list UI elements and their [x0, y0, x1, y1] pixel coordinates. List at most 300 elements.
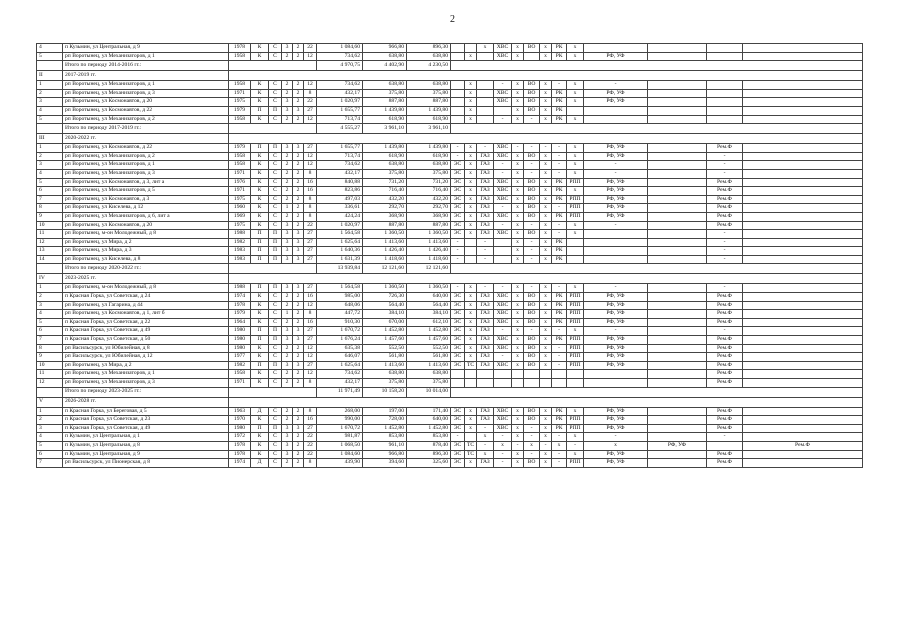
- cell-living-area: 966,80: [363, 44, 407, 53]
- cell-roof-repair: [552, 370, 567, 379]
- cell-drainage: ВО: [524, 459, 540, 468]
- cell-facade: РПП: [567, 204, 584, 213]
- cell-drainage: ВО: [524, 344, 540, 353]
- cell-spacer: [743, 195, 863, 204]
- cell-spacer: [743, 169, 863, 178]
- cell-facade: [567, 238, 584, 247]
- cell-hot-water: х: [512, 293, 524, 302]
- cell-cold-water: ХВС: [494, 89, 512, 98]
- cell-power: ЭС: [451, 230, 465, 239]
- cell-gas: [477, 370, 494, 379]
- cell-spacer: [743, 450, 863, 459]
- total-gap: [229, 264, 317, 274]
- cell-living-area: 375,80: [363, 89, 407, 98]
- cell-heat: [465, 238, 477, 247]
- cell-roof-repair: РК: [552, 115, 567, 124]
- cell-facade: РПП: [567, 293, 584, 302]
- cell-hot-supply: х: [540, 115, 552, 124]
- cell-facade: х: [567, 98, 584, 107]
- cell-hot-supply: [540, 379, 552, 388]
- cell-cold-water: ХВС: [494, 310, 512, 319]
- cell-spacer: [743, 459, 863, 468]
- cell-year-built: 1974: [229, 459, 251, 468]
- cell-gas: ГАЗ: [477, 353, 494, 362]
- cell-row-number: 4: [37, 106, 63, 115]
- cell-facade: РПП: [567, 178, 584, 187]
- cell-cold-water: ХВС: [494, 336, 512, 345]
- cell-row-number: 13: [37, 247, 63, 256]
- cell-cold-water: [494, 247, 512, 256]
- cell-roof-repair: -: [552, 81, 567, 90]
- cell-row-number: 2: [37, 152, 63, 161]
- cell-cold-water: -: [494, 459, 512, 468]
- cell-drainage: х: [524, 441, 540, 450]
- cell-facade: [567, 255, 584, 264]
- cell-gas: ГАЗ: [477, 169, 494, 178]
- period-empty: [229, 397, 863, 407]
- cell-entrances: 3: [293, 238, 304, 247]
- table-row: [37, 161, 863, 170]
- cell-floors: 2: [282, 370, 293, 379]
- total-tail: [451, 387, 863, 397]
- cell-material: П: [269, 144, 282, 153]
- cell-living-area: 552,50: [363, 344, 407, 353]
- cell-residential-area: 1 452,80: [407, 327, 451, 336]
- cell-hot-water: х: [512, 301, 524, 310]
- cell-spacer: [743, 310, 863, 319]
- total-label: Итого по периоду 2014-2016 гг.:: [63, 61, 229, 71]
- cell-residential-area: 612,10: [407, 318, 451, 327]
- cell-total-area: 439,90: [317, 459, 363, 468]
- cell-address: рп Воротынец, ул Космонавтов, д 22: [63, 144, 229, 153]
- cell-entrances: 2: [293, 212, 304, 221]
- cell-facade-works: [584, 370, 648, 379]
- cell-power: [451, 98, 465, 107]
- cell-gas: ГАЗ: [477, 327, 494, 336]
- cell-row-number: 7: [37, 459, 63, 468]
- cell-hot-water: х: [512, 230, 524, 239]
- cell-address: п Красная Горка, ул Советская, д 49: [63, 424, 229, 433]
- cell-blank: [648, 370, 707, 379]
- cell-row-number: 1: [37, 81, 63, 90]
- cell-year-built: 1976: [229, 178, 251, 187]
- cell-repair-fund: Рем.Ф: [707, 424, 743, 433]
- cell-facade-works: [584, 106, 648, 115]
- cell-entrances: 2: [293, 318, 304, 327]
- cell-power: [451, 370, 465, 379]
- cell-power: -: [451, 433, 465, 442]
- cell-drainage: ВО: [524, 212, 540, 221]
- cell-heat: х: [465, 301, 477, 310]
- cell-total-area: 1 676,24: [317, 336, 363, 345]
- cell-facade: х: [567, 327, 584, 336]
- cell-hot-water: х: [512, 407, 524, 416]
- cell-power: ЭС: [451, 344, 465, 353]
- cell-address: рп Воротынец, ул Киселева, д 8: [63, 255, 229, 264]
- cell-living-area: 1 439,80: [363, 144, 407, 153]
- cell-address: рп Воротынец, ул Космонавтов, д 3, лит а: [63, 178, 229, 187]
- period-number: V: [37, 397, 63, 407]
- cell-power: ЭС: [451, 169, 465, 178]
- cell-floors: 2: [282, 52, 293, 61]
- cell-residential-area: 896,30: [407, 44, 451, 53]
- cell-apartments: 27: [304, 361, 317, 370]
- cell-blank: [648, 293, 707, 302]
- cell-facade: РПП: [567, 459, 584, 468]
- period-header-row: [37, 71, 863, 81]
- cell-year-built: 1979: [229, 144, 251, 153]
- cell-drainage: ВО: [524, 407, 540, 416]
- cell-facade: [567, 106, 584, 115]
- cell-apartments: 27: [304, 336, 317, 345]
- cell-total-area: 424,24: [317, 212, 363, 221]
- cell-row-number: 4: [37, 44, 63, 53]
- cell-drainage: -: [524, 221, 540, 230]
- cell-roof-repair: -: [552, 450, 567, 459]
- cell-residential-area: 887,80: [407, 98, 451, 107]
- cell-row-number: 1: [37, 407, 63, 416]
- cell-entrances: 2: [293, 98, 304, 107]
- cell-spacer: [743, 255, 863, 264]
- cell-hot-supply: х: [540, 459, 552, 468]
- cell-gas: ГАЗ: [477, 301, 494, 310]
- cell-hot-supply: х: [540, 44, 552, 53]
- cell-gas: [477, 115, 494, 124]
- cell-wall-type: К: [251, 44, 269, 53]
- cell-material: С: [269, 318, 282, 327]
- cell-power: ЭС: [451, 204, 465, 213]
- cell-power: ЭС: [451, 293, 465, 302]
- total-area-sum: 13 939,84: [317, 264, 363, 274]
- cell-facade: РПП: [567, 361, 584, 370]
- cell-year-built: 1983: [229, 247, 251, 256]
- cell-heat: х: [465, 284, 477, 293]
- cell-power: ЭС: [451, 441, 465, 450]
- cell-repair-fund: Рем.Ф: [707, 293, 743, 302]
- cell-facade: РПП: [567, 336, 584, 345]
- cell-row-number: 11: [37, 370, 63, 379]
- cell-hot-supply: х: [540, 327, 552, 336]
- cell-hot-water: х: [512, 195, 524, 204]
- cell-apartments: 22: [304, 433, 317, 442]
- total-residential-sum: 10 014,00: [407, 387, 451, 397]
- cell-floors: 2: [282, 301, 293, 310]
- cell-living-area: 638,80: [363, 52, 407, 61]
- table-row: [37, 152, 863, 161]
- cell-facade-works: -: [584, 161, 648, 170]
- cell-year-built: 1958: [229, 161, 251, 170]
- cell-living-area: 1 426,40: [363, 247, 407, 256]
- table-row: [37, 450, 863, 459]
- cell-facade-works: РФ, УФ: [584, 301, 648, 310]
- cell-living-area: 1 457,60: [363, 336, 407, 345]
- cell-cold-water: ХВС: [494, 416, 512, 425]
- cell-year-built: 1978: [229, 44, 251, 53]
- table-row: [37, 459, 863, 468]
- cell-apartments: 12: [304, 370, 317, 379]
- cell-total-area: 1 084,60: [317, 450, 363, 459]
- cell-facade-works: [584, 379, 648, 388]
- cell-heat: х: [465, 144, 477, 153]
- cell-year-built: 1988: [229, 284, 251, 293]
- cell-living-area: 1 413,60: [363, 238, 407, 247]
- cell-spacer: [743, 238, 863, 247]
- cell-wall-type: Д: [251, 459, 269, 468]
- cell-facade-works: -: [584, 81, 648, 90]
- cell-floors: 2: [282, 81, 293, 90]
- cell-floors: 1: [282, 310, 293, 319]
- cell-address: п Красная Горка, ул Советская, д 50: [63, 336, 229, 345]
- cell-heat: х: [465, 106, 477, 115]
- cell-facade: РПП: [567, 424, 584, 433]
- period-total-row: [37, 264, 863, 274]
- cell-wall-type: К: [251, 318, 269, 327]
- cell-hot-supply: х: [540, 361, 552, 370]
- cell-cold-water: ХВС: [494, 301, 512, 310]
- cell-power: ЭС: [451, 212, 465, 221]
- cell-apartments: 27: [304, 106, 317, 115]
- cell-hot-supply: х: [540, 212, 552, 221]
- cell-spacer: [743, 433, 863, 442]
- cell-wall-type: К: [251, 221, 269, 230]
- cell-blank: [648, 247, 707, 256]
- cell-residential-area: 368,90: [407, 212, 451, 221]
- cell-year-built: 1977: [229, 353, 251, 362]
- cell-spacer: [743, 178, 863, 187]
- cell-drainage: ВО: [524, 204, 540, 213]
- cell-row-number: 3: [37, 301, 63, 310]
- cell-total-area: 1 625,64: [317, 361, 363, 370]
- cell-entrances: 3: [293, 284, 304, 293]
- cell-spacer: [743, 344, 863, 353]
- cell-row-number: 5: [37, 115, 63, 124]
- cell-living-area: 618,90: [363, 152, 407, 161]
- cell-hot-supply: х: [540, 204, 552, 213]
- cell-year-built: 1980: [229, 344, 251, 353]
- cell-cold-water: ХВС: [494, 212, 512, 221]
- cell-apartments: 27: [304, 424, 317, 433]
- cell-repair-fund: Рем.Ф: [707, 407, 743, 416]
- cell-entrances: 2: [293, 441, 304, 450]
- cell-hot-supply: х: [540, 238, 552, 247]
- cell-residential-area: 716,40: [407, 187, 451, 196]
- cell-facade-works: РФ, УФ: [584, 89, 648, 98]
- cell-material: П: [269, 336, 282, 345]
- cell-power: ЭС: [451, 161, 465, 170]
- cell-entrances: 3: [293, 144, 304, 153]
- cell-spacer: [743, 424, 863, 433]
- cell-power: ЭС: [451, 327, 465, 336]
- cell-floors: 3: [282, 238, 293, 247]
- cell-roof-repair: -: [552, 284, 567, 293]
- cell-blank: [648, 144, 707, 153]
- cell-entrances: 2: [293, 178, 304, 187]
- cell-floors: 2: [282, 195, 293, 204]
- total-tail: [451, 124, 863, 134]
- cell-drainage: ВО: [524, 293, 540, 302]
- cell-year-built: 1958: [229, 152, 251, 161]
- cell-year-built: 1971: [229, 187, 251, 196]
- cell-roof-repair: РК: [552, 301, 567, 310]
- cell-spacer: [743, 52, 863, 61]
- cell-entrances: 2: [293, 310, 304, 319]
- cell-total-area: 734,62: [317, 81, 363, 90]
- cell-apartments: 27: [304, 327, 317, 336]
- cell-roof-repair: РК: [552, 336, 567, 345]
- page-number: 2: [450, 14, 455, 25]
- cell-hot-water: х: [512, 433, 524, 442]
- cell-cold-water: -: [494, 450, 512, 459]
- cell-blank: [648, 169, 707, 178]
- cell-material: С: [269, 344, 282, 353]
- cell-living-area: 961,10: [363, 441, 407, 450]
- cell-wall-type: П: [251, 336, 269, 345]
- cell-cold-water: ХВС: [494, 195, 512, 204]
- cell-power: ЭС: [451, 450, 465, 459]
- period-label: 2026-2028 гг.: [63, 397, 229, 407]
- cell-floors: 2: [282, 115, 293, 124]
- table-row: [37, 301, 863, 310]
- cell-total-area: 713,74: [317, 115, 363, 124]
- cell-residential-area: 375,80: [407, 89, 451, 98]
- cell-material: С: [269, 407, 282, 416]
- cell-roof-repair: РК: [552, 89, 567, 98]
- cell-heat: х: [465, 98, 477, 107]
- cell-spacer: [743, 327, 863, 336]
- cell-heat: х: [465, 459, 477, 468]
- cell-drainage: [524, 52, 540, 61]
- cell-repair-fund: Рем.Ф: [707, 318, 743, 327]
- cell-heat: [465, 247, 477, 256]
- cell-heat: х: [465, 195, 477, 204]
- cell-wall-type: К: [251, 187, 269, 196]
- cell-hot-supply: х: [540, 301, 552, 310]
- cell-total-area: 648,06: [317, 301, 363, 310]
- cell-repair-fund: Рем.Ф: [707, 336, 743, 345]
- cell-wall-type: К: [251, 89, 269, 98]
- cell-roof-repair: РК: [552, 195, 567, 204]
- cell-facade-works: х: [584, 441, 648, 450]
- cell-year-built: 1983: [229, 255, 251, 264]
- period-number: II: [37, 71, 63, 81]
- cell-entrances: 3: [293, 230, 304, 239]
- cell-blank: [648, 327, 707, 336]
- cell-power: [451, 52, 465, 61]
- cell-facade: [567, 379, 584, 388]
- cell-living-area: 561,80: [363, 353, 407, 362]
- period-label: 2023-2025 гг.: [63, 274, 229, 284]
- cell-gas: [477, 81, 494, 90]
- total-area-sum: 4 970,75: [317, 61, 363, 71]
- cell-floors: 2: [282, 353, 293, 362]
- table-row: [37, 361, 863, 370]
- cell-cold-water: -: [494, 433, 512, 442]
- cell-total-area: 1 631,39: [317, 255, 363, 264]
- cell-floors: 3: [282, 144, 293, 153]
- cell-roof-repair: -: [552, 144, 567, 153]
- table-row: [37, 407, 863, 416]
- cell-total-area: 1 670,72: [317, 327, 363, 336]
- table-row: [37, 106, 863, 115]
- table-row: [37, 433, 863, 442]
- table-row: [37, 187, 863, 196]
- cell-residential-area: 731,20: [407, 178, 451, 187]
- cell-hot-supply: х: [540, 310, 552, 319]
- cell-gas: ГАЗ: [477, 152, 494, 161]
- cell-address: рп Воротынец, ул Космонавтов, д 22: [63, 106, 229, 115]
- cell-repair-fund: Рем.Ф: [707, 310, 743, 319]
- cell-hot-supply: х: [540, 353, 552, 362]
- cell-residential-area: 564,40: [407, 301, 451, 310]
- cell-power: [451, 115, 465, 124]
- cell-residential-area: 1 439,80: [407, 144, 451, 153]
- cell-wall-type: К: [251, 115, 269, 124]
- cell-blank: РФ, УФ: [648, 441, 707, 450]
- cell-cold-water: -: [494, 169, 512, 178]
- cell-wall-type: П: [251, 247, 269, 256]
- total-living-sum: 12 121,60: [363, 264, 407, 274]
- cell-facade: РПП: [567, 310, 584, 319]
- cell-spacer: [743, 416, 863, 425]
- cell-power: [451, 89, 465, 98]
- cell-entrances: 3: [293, 327, 304, 336]
- cell-hot-water: х: [512, 344, 524, 353]
- cell-gas: -: [477, 144, 494, 153]
- cell-residential-area: 561,80: [407, 353, 451, 362]
- cell-residential-area: 638,80: [407, 52, 451, 61]
- cell-gas: ГАЗ: [477, 361, 494, 370]
- cell-apartments: 16: [304, 293, 317, 302]
- cell-repair-fund: Рем.Ф: [707, 450, 743, 459]
- cell-living-area: 638,80: [363, 161, 407, 170]
- cell-floors: 2: [282, 161, 293, 170]
- cell-drainage: [524, 379, 540, 388]
- cell-hot-supply: х: [540, 169, 552, 178]
- cell-drainage: ВО: [524, 178, 540, 187]
- cell-residential-area: 292,70: [407, 204, 451, 213]
- cell-power: -: [451, 284, 465, 293]
- table-row: [37, 318, 863, 327]
- cell-entrances: 3: [293, 336, 304, 345]
- cell-gas: ГАЗ: [477, 212, 494, 221]
- cell-row-number: 2: [37, 89, 63, 98]
- cell-facade-works: РФ, УФ: [584, 416, 648, 425]
- cell-heat: х: [465, 81, 477, 90]
- cell-total-area: 336,61: [317, 204, 363, 213]
- cell-hot-water: х: [512, 336, 524, 345]
- cell-hot-water: х: [512, 247, 524, 256]
- cell-apartments: 27: [304, 255, 317, 264]
- cell-repair-fund: Рем.Ф: [707, 178, 743, 187]
- cell-blank: [648, 115, 707, 124]
- cell-floors: 3: [282, 44, 293, 53]
- cell-heat: х: [465, 353, 477, 362]
- cell-address: п Красная Горка, ул Советская, д 24: [63, 293, 229, 302]
- cell-blank: [648, 212, 707, 221]
- cell-apartments: 12: [304, 52, 317, 61]
- cell-power: -: [451, 152, 465, 161]
- cell-heat: х: [465, 169, 477, 178]
- cell-floors: 3: [282, 327, 293, 336]
- table-row: [37, 293, 863, 302]
- cell-repair-fund: -: [707, 327, 743, 336]
- total-gap: [229, 61, 317, 71]
- cell-residential-area: 1 360,50: [407, 230, 451, 239]
- cell-residential-area: 1 413,60: [407, 361, 451, 370]
- cell-blank: [648, 459, 707, 468]
- cell-facade-works: РФ, УФ: [584, 361, 648, 370]
- cell-spacer: [743, 204, 863, 213]
